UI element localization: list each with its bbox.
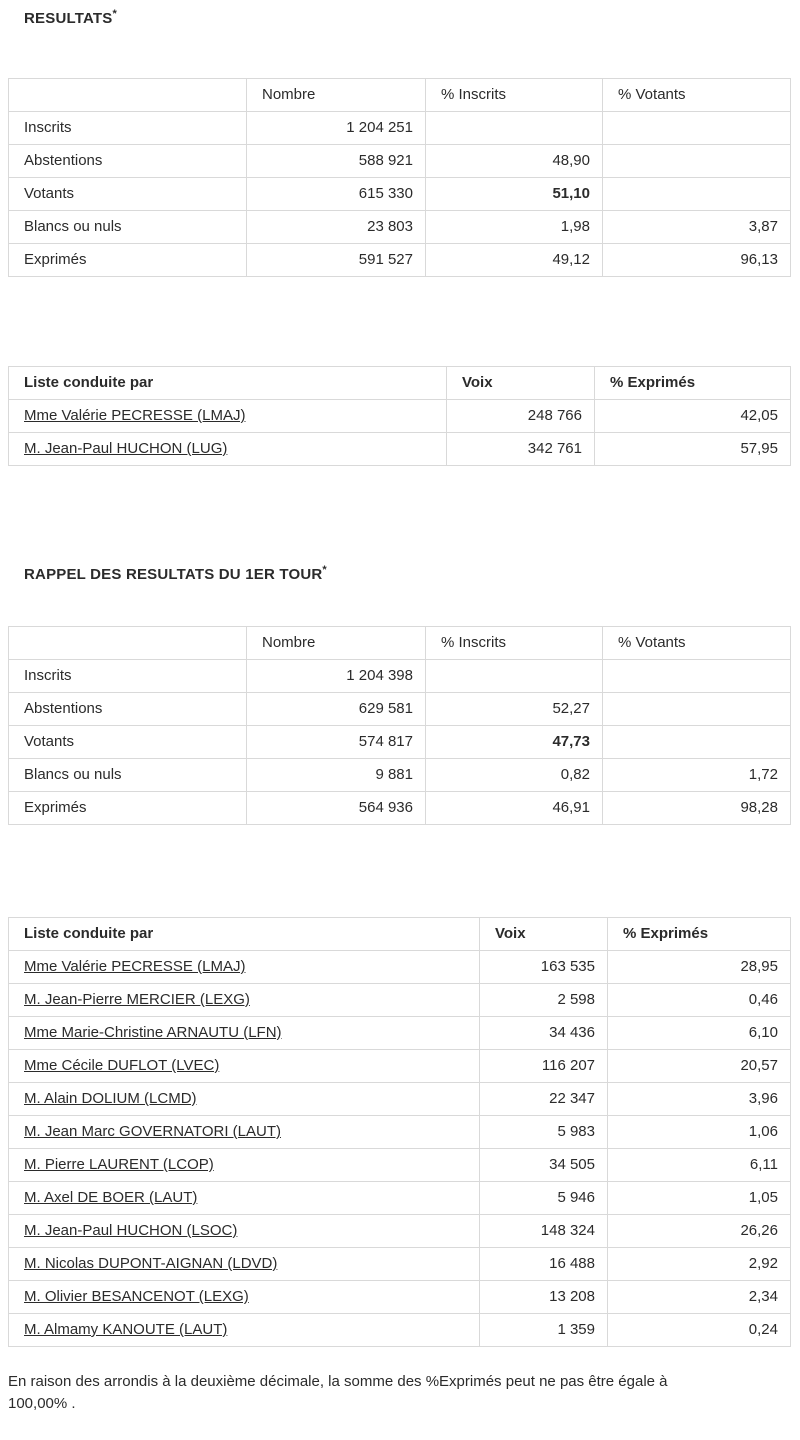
pct-votants-cell: 98,28 [603, 792, 791, 825]
pct-votants-header-cell: % Votants [603, 627, 791, 660]
results-summary-table [8, 78, 791, 277]
candidate-cell [9, 1017, 480, 1050]
candidate-cell [9, 400, 447, 433]
results-lists-table [8, 366, 791, 466]
candidate-link[interactable]: M. Nicolas DUPONT-AIGNAN (LDVD) [24, 1255, 278, 1272]
pct-exprimes-cell: 0,24 [608, 1314, 791, 1347]
candidate-link[interactable]: M. Almamy KANOUTE (LAUT) [24, 1321, 228, 1338]
nombre-cell: 1 204 398 [247, 660, 426, 693]
pct-inscrits-cell [426, 660, 603, 693]
list-row [9, 1215, 791, 1248]
candidate-cell [9, 951, 480, 984]
footnote-asterisk: * [322, 564, 327, 576]
pct-votants-cell [603, 726, 791, 759]
voix-cell: 248 766 [447, 400, 595, 433]
empty-header-cell [9, 79, 247, 112]
row-label-cell: Abstentions [9, 145, 247, 178]
candidate-link[interactable]: M. Olivier BESANCENOT (LEXG) [24, 1288, 249, 1305]
nombre-cell: 588 921 [247, 145, 426, 178]
nombre-cell: 1 204 251 [247, 112, 426, 145]
candidate-cell [9, 984, 480, 1017]
list-row [9, 1116, 791, 1149]
list-row [9, 1314, 791, 1347]
nombre-cell: 574 817 [247, 726, 426, 759]
candidate-link[interactable]: Mme Marie-Christine ARNAUTU (LFN) [24, 1024, 282, 1041]
row-label-cell: Inscrits [9, 660, 247, 693]
pct-inscrits-cell: 48,90 [426, 145, 603, 178]
nombre-cell: 9 881 [247, 759, 426, 792]
pct-exprimes-cell: 3,96 [608, 1083, 791, 1116]
candidate-cell [9, 433, 447, 466]
voix-cell: 5 946 [480, 1182, 608, 1215]
voix-cell: 34 505 [480, 1149, 608, 1182]
nombre-cell: 629 581 [247, 693, 426, 726]
rounding-footnote [8, 1371, 792, 1415]
candidate-link[interactable]: Mme Cécile DUFLOT (LVEC) [24, 1057, 220, 1074]
nombre-cell: 564 936 [247, 792, 426, 825]
pct-inscrits-cell: 0,82 [426, 759, 603, 792]
candidate-cell [9, 1149, 480, 1182]
voix-cell: 148 324 [480, 1215, 608, 1248]
pct-inscrits-cell: 52,27 [426, 693, 603, 726]
candidate-cell [9, 1314, 480, 1347]
empty-header-cell [9, 627, 247, 660]
summary-row-abstentions [9, 693, 791, 726]
pct-exprimes-cell: 20,57 [608, 1050, 791, 1083]
candidate-cell [9, 1281, 480, 1314]
first-round-summary-table [8, 626, 791, 825]
voix-cell: 1 359 [480, 1314, 608, 1347]
pct-votants-cell: 3,87 [603, 211, 791, 244]
candidate-link[interactable]: M. Jean Marc GOVERNATORI (LAUT) [24, 1123, 281, 1140]
pct-inscrits-header-cell: % Inscrits [426, 79, 603, 112]
summary-header-row [9, 627, 791, 660]
row-label-cell: Abstentions [9, 693, 247, 726]
summary-row-inscrits [9, 112, 791, 145]
candidate-link[interactable]: M. Jean-Paul HUCHON (LSOC) [24, 1222, 238, 1239]
pct-exprimes-cell: 2,92 [608, 1248, 791, 1281]
liste-header-cell: Liste conduite par [9, 367, 447, 400]
pct-exprimes-cell: 2,34 [608, 1281, 791, 1314]
footnote-line-1: En raison des arrondis à la deuxième décimale, la somme des %Exprimés peut ne pas être égale à [8, 1373, 668, 1390]
list-row [9, 1050, 791, 1083]
liste-header-cell: Liste conduite par [9, 918, 480, 951]
list-row [9, 1149, 791, 1182]
nombre-cell: 23 803 [247, 211, 426, 244]
pct-votants-cell: 96,13 [603, 244, 791, 277]
voix-cell: 116 207 [480, 1050, 608, 1083]
candidate-cell [9, 1182, 480, 1215]
pct-votants-cell [603, 112, 791, 145]
summary-row-inscrits [9, 660, 791, 693]
pct-votants-cell [603, 660, 791, 693]
pct-exprimes-cell: 6,11 [608, 1149, 791, 1182]
summary-row-abstentions [9, 145, 791, 178]
nombre-cell: 615 330 [247, 178, 426, 211]
pct-inscrits-header-cell: % Inscrits [426, 627, 603, 660]
candidate-link[interactable]: M. Jean-Paul HUCHON (LUG) [24, 440, 228, 457]
voix-cell: 5 983 [480, 1116, 608, 1149]
summary-row-votants [9, 178, 791, 211]
results-heading-text: RESULTATS [24, 10, 113, 27]
summary-row-exprimes [9, 792, 791, 825]
list-row [9, 1083, 791, 1116]
pct-votants-cell [603, 693, 791, 726]
summary-header-row [9, 79, 791, 112]
candidate-link[interactable]: M. Axel DE BOER (LAUT) [24, 1189, 198, 1206]
list-row [9, 1182, 791, 1215]
pct-exprimes-cell: 26,26 [608, 1215, 791, 1248]
lists-header-row [9, 918, 791, 951]
footnote-line-2: 100,00% . [8, 1395, 76, 1412]
summary-row-exprimes [9, 244, 791, 277]
voix-cell: 16 488 [480, 1248, 608, 1281]
pct-votants-header-cell: % Votants [603, 79, 791, 112]
nombre-cell: 591 527 [247, 244, 426, 277]
list-row [9, 433, 791, 466]
row-label-cell: Exprimés [9, 244, 247, 277]
candidate-cell [9, 1248, 480, 1281]
list-row [9, 1281, 791, 1314]
summary-row-votants [9, 726, 791, 759]
pct-exprimes-cell: 1,06 [608, 1116, 791, 1149]
list-row [9, 1248, 791, 1281]
pct-exprimes-header-cell: % Exprimés [608, 918, 791, 951]
voix-cell: 163 535 [480, 951, 608, 984]
pct-votants-cell: 1,72 [603, 759, 791, 792]
row-label-cell: Votants [9, 726, 247, 759]
list-row [9, 984, 791, 1017]
pct-exprimes-cell: 28,95 [608, 951, 791, 984]
row-label-cell: Inscrits [9, 112, 247, 145]
pct-exprimes-cell: 57,95 [595, 433, 791, 466]
pct-exprimes-cell: 1,05 [608, 1182, 791, 1215]
pct-inscrits-cell: 49,12 [426, 244, 603, 277]
candidate-link[interactable]: M. Pierre LAURENT (LCOP) [24, 1156, 214, 1173]
list-row [9, 1017, 791, 1050]
first-round-heading-text: RAPPEL DES RESULTATS DU 1ER TOUR [24, 566, 323, 583]
candidate-cell [9, 1215, 480, 1248]
candidate-link[interactable]: Mme Valérie PECRESSE (LMAJ) [24, 958, 246, 975]
pct-exprimes-header-cell: % Exprimés [595, 367, 791, 400]
candidate-cell [9, 1083, 480, 1116]
lists-header-row [9, 367, 791, 400]
pct-votants-cell [603, 178, 791, 211]
candidate-link[interactable]: M. Jean-Pierre MERCIER (LEXG) [24, 991, 250, 1008]
candidate-cell [9, 1116, 480, 1149]
candidate-cell [9, 1050, 480, 1083]
nombre-header-cell: Nombre [247, 627, 426, 660]
voix-cell: 22 347 [480, 1083, 608, 1116]
pct-exprimes-cell: 6,10 [608, 1017, 791, 1050]
summary-row-blancs [9, 759, 791, 792]
first-round-lists-table [8, 917, 791, 1347]
voix-cell: 2 598 [480, 984, 608, 1017]
pct-inscrits-cell: 47,73 [426, 726, 603, 759]
candidate-link[interactable]: M. Alain DOLIUM (LCMD) [24, 1090, 197, 1107]
nombre-header-cell: Nombre [247, 79, 426, 112]
pct-inscrits-cell: 51,10 [426, 178, 603, 211]
voix-header-cell: Voix [447, 367, 595, 400]
first-round-heading [24, 566, 800, 584]
pct-inscrits-cell [426, 112, 603, 145]
row-label-cell: Blancs ou nuls [9, 759, 247, 792]
candidate-link[interactable]: Mme Valérie PECRESSE (LMAJ) [24, 407, 246, 424]
voix-cell: 34 436 [480, 1017, 608, 1050]
pct-votants-cell [603, 145, 791, 178]
pct-inscrits-cell: 46,91 [426, 792, 603, 825]
voix-cell: 342 761 [447, 433, 595, 466]
pct-exprimes-cell: 42,05 [595, 400, 791, 433]
row-label-cell: Exprimés [9, 792, 247, 825]
list-row [9, 951, 791, 984]
footnote-asterisk: * [112, 8, 117, 20]
results-heading [24, 10, 800, 28]
pct-inscrits-cell: 1,98 [426, 211, 603, 244]
row-label-cell: Votants [9, 178, 247, 211]
summary-row-blancs [9, 211, 791, 244]
row-label-cell: Blancs ou nuls [9, 211, 247, 244]
voix-header-cell: Voix [480, 918, 608, 951]
list-row [9, 400, 791, 433]
voix-cell: 13 208 [480, 1281, 608, 1314]
pct-exprimes-cell: 0,46 [608, 984, 791, 1017]
